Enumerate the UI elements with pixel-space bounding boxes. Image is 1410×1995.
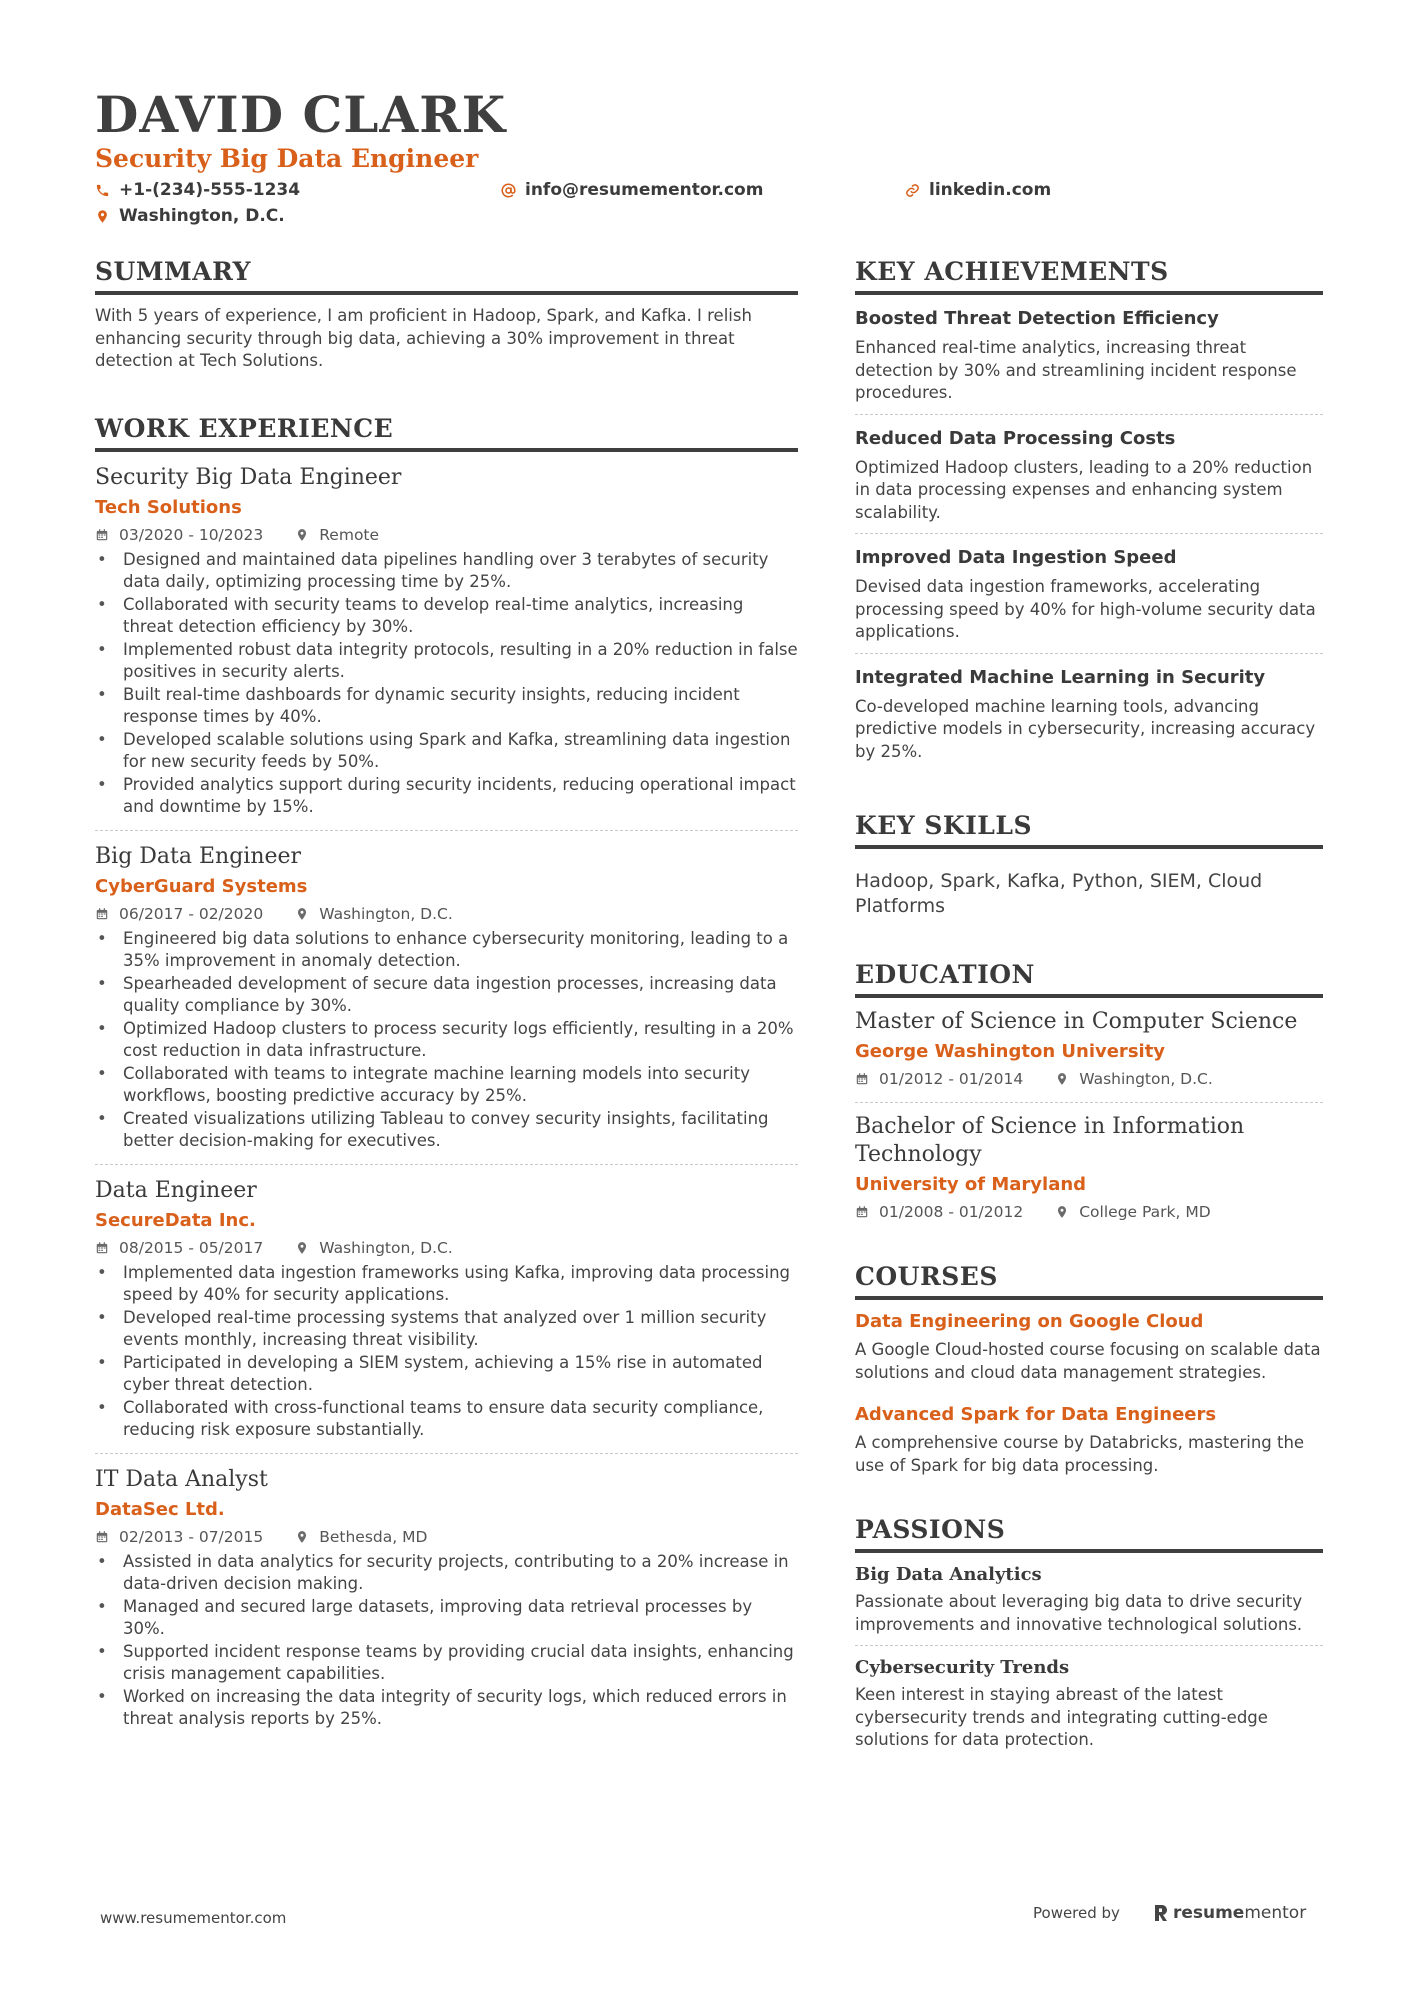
- brand-bold: resume: [1172, 1903, 1245, 1923]
- location-pin-icon: [1055, 1072, 1069, 1086]
- work-experience-heading: WORK EXPERIENCE: [95, 413, 798, 452]
- bullet-item: • Implemented data ingestion frameworks using Kafka, improving data processing speed by 40% for security applications.: [95, 1262, 798, 1307]
- bullet-item: • Collaborated with cross-functional teams to ensure data security compliance, reducing risk exposure substantially.: [95, 1397, 798, 1442]
- key-achievements-heading: KEY ACHIEVEMENTS: [855, 256, 1323, 295]
- bullet-item: • Developed scalable solutions using Spark and Kafka, streamlining data ingestion for new security feeds by 50%.: [95, 729, 798, 774]
- achievement-item: [855, 533, 1323, 653]
- education-location: [1055, 1068, 1213, 1090]
- bullet-item: • Spearheaded development of secure data ingestion processes, increasing data quality compliance by 30%.: [95, 973, 798, 1018]
- education-dates: 01/2012 - 01/2014: [879, 1070, 1024, 1088]
- summary-heading: SUMMARY: [95, 256, 798, 295]
- job-bullets: [95, 549, 798, 819]
- work-experience-section: [95, 413, 798, 1731]
- calendar-icon: [855, 1205, 869, 1219]
- course-text: A Google Cloud-hosted course focusing on scalable data solutions and cloud data management strategies.: [855, 1340, 1321, 1382]
- job-bullets: [95, 1551, 798, 1731]
- job-entry: [95, 830, 798, 1153]
- key-skills-section: [855, 810, 1323, 919]
- achievement-text: Enhanced real-time analytics, increasing threat detection by 30% and streamlining incident response procedures.: [855, 338, 1297, 402]
- key-achievements-section: [855, 256, 1323, 772]
- achievement-item: [855, 414, 1323, 534]
- job-meta: [95, 1237, 798, 1259]
- bullet-item: • Participated in developing a SIEM system, achieving a 15% rise in automated cyber threat detection.: [95, 1352, 798, 1397]
- bullet-item: • Developed real-time processing systems that analyzed over 1 million security events monthly, increasing threat visibility.: [95, 1307, 798, 1352]
- job-title: Data Engineer: [95, 1177, 257, 1203]
- education-heading: EDUCATION: [855, 959, 1323, 998]
- brand-logo[interactable]: [1152, 1903, 1306, 1923]
- candidate-name: DAVID CLARK: [95, 85, 507, 144]
- achievement-title: Integrated Machine Learning in Security: [855, 666, 1266, 688]
- phone-icon: [95, 183, 110, 198]
- location-pin-icon: [295, 907, 309, 921]
- achievement-item: [855, 295, 1323, 414]
- calendar-icon: [95, 528, 109, 542]
- bullet-item: • Optimized Hadoop clusters to process security logs efficiently, resulting in a 20% cost reduction in data infrastructure.: [95, 1018, 798, 1063]
- calendar-icon: [95, 1241, 109, 1255]
- contact-phone[interactable]: [95, 180, 300, 200]
- school-name: University of Maryland: [855, 1174, 1087, 1195]
- job-location: [295, 1237, 453, 1259]
- brand-light: mentor: [1244, 1903, 1307, 1923]
- bullet-item: • Supported incident response teams by providing crucial data insights, enhancing crisis management capabilities.: [95, 1641, 798, 1686]
- job-location-text: Bethesda, MD: [319, 1527, 428, 1546]
- location-pin-icon: [295, 528, 309, 542]
- footer-powered: [1033, 1903, 1306, 1923]
- job-bullets: [95, 1262, 798, 1442]
- passion-title: Cybersecurity Trends: [855, 1657, 1070, 1678]
- contact-linkedin[interactable]: [905, 180, 1051, 200]
- job-dates: 06/2017 - 02/2020: [119, 904, 264, 923]
- job-dates: 08/2015 - 05/2017: [119, 1238, 264, 1257]
- education-meta: [855, 1201, 1323, 1223]
- bullet-item: • Collaborated with teams to integrate machine learning models into security workflows, boosting predictive accuracy by 25%.: [95, 1063, 798, 1108]
- passion-item: [855, 1645, 1323, 1761]
- education-item: [855, 998, 1323, 1102]
- link-icon: [905, 183, 920, 198]
- passions-section: [855, 1514, 1323, 1761]
- achievement-text: Optimized Hadoop clusters, leading to a 20% reduction in data processing expenses and enhancing system scalability.: [855, 457, 1313, 522]
- passion-text: Keen interest in staying abreast of the latest cybersecurity trends and integrating cutting-edge solutions for data protection.: [855, 1685, 1268, 1749]
- at-icon: [501, 183, 516, 198]
- bullet-item: • Engineered big data solutions to enhance cybersecurity monitoring, leading to a 35% improvement in anomaly detection.: [95, 928, 798, 973]
- calendar-icon: [95, 1530, 109, 1544]
- achievement-text: Devised data ingestion frameworks, accelerating processing speed by 40% for high-volume security data applications.: [855, 577, 1316, 641]
- courses-heading: COURSES: [855, 1261, 1323, 1300]
- company-name: DataSec Ltd.: [95, 1498, 225, 1520]
- bullet-item: • Assisted in data analytics for security projects, contributing to a 20% increase in data-driven decision making.: [95, 1551, 798, 1596]
- footer-website[interactable]: www.resumementor.com: [100, 1909, 287, 1927]
- job-location: [295, 1526, 427, 1548]
- job-meta: [95, 524, 798, 546]
- achievement-title: Boosted Threat Detection Efficiency: [855, 308, 1219, 329]
- location-pin-icon: [1055, 1205, 1069, 1219]
- bullet-item: • Implemented robust data integrity protocols, resulting in a 20% reduction in false positives in security alerts.: [95, 639, 798, 684]
- degree-title: Bachelor of Science in Information Technology: [855, 1114, 1245, 1167]
- contact-location: [95, 206, 285, 226]
- left-column: [95, 256, 798, 1731]
- job-meta: [95, 1526, 798, 1548]
- job-location: [295, 524, 379, 546]
- job-title: IT Data Analyst: [95, 1466, 268, 1492]
- job-location-text: Remote: [319, 525, 380, 544]
- education-meta: [855, 1068, 1323, 1090]
- bullet-item: • Created visualizations utilizing Tableau to convey security insights, facilitating better decision-making for executives.: [95, 1108, 798, 1153]
- passion-text: Passionate about leveraging big data to drive security improvements and innovative technological solutions.: [855, 1592, 1303, 1634]
- education-item: [855, 1102, 1323, 1235]
- job-entry: [95, 1164, 798, 1442]
- bullet-item: • Worked on increasing the data integrity of security logs, which reduced errors in threat analysis reports by 25%.: [95, 1686, 798, 1731]
- job-bullets: [95, 928, 798, 1153]
- skills-text: Hadoop, Spark, Kafka, Python, SIEM, Cloud Platforms: [855, 870, 1263, 917]
- calendar-icon: [855, 1072, 869, 1086]
- degree-title: Master of Science in Computer Science: [855, 1009, 1298, 1034]
- education-section: [855, 959, 1323, 1235]
- location-text: Washington, D.C.: [119, 206, 285, 226]
- company-name: CyberGuard Systems: [95, 875, 308, 897]
- job-dates: 02/2013 - 07/2015: [119, 1527, 264, 1546]
- contact-email[interactable]: [501, 180, 763, 200]
- bullet-item: • Managed and secured large datasets, improving data retrieval processes by 30%.: [95, 1596, 798, 1641]
- course-title: Advanced Spark for Data Engineers: [855, 1404, 1217, 1425]
- location-pin-icon: [295, 1241, 309, 1255]
- course-text: A comprehensive course by Databricks, mastering the use of Spark for big data processing.: [855, 1433, 1305, 1475]
- summary-text: With 5 years of experience, I am proficient in Hadoop, Spark, and Kafka. I relish enhancing security through big data, achieving a 30% improvement in threat detection at Tech Solutions.: [95, 306, 752, 370]
- job-meta: [95, 903, 798, 925]
- achievement-title: Improved Data Ingestion Speed: [855, 547, 1177, 568]
- school-name: George Washington University: [855, 1041, 1166, 1062]
- location-pin-icon: [295, 1530, 309, 1544]
- location-pin-icon: [95, 209, 110, 224]
- course-item: [855, 1300, 1323, 1393]
- job-dates: 03/2020 - 10/2023: [119, 525, 264, 544]
- linkedin-text: linkedin.com: [929, 180, 1052, 200]
- company-name: Tech Solutions: [95, 496, 242, 518]
- calendar-icon: [95, 907, 109, 921]
- phone-text: +1-(234)-555-1234: [119, 180, 301, 200]
- contact-info: [95, 180, 1325, 236]
- passions-heading: PASSIONS: [855, 1514, 1323, 1553]
- resume-header: [95, 86, 1325, 236]
- bullet-item: • Designed and maintained data pipelines handling over 3 terabytes of security data daily, optimizing processing time by 25%.: [95, 549, 798, 594]
- job-entry: [95, 1453, 798, 1731]
- bullet-item: • Built real-time dashboards for dynamic security insights, reducing incident response times by 40%.: [95, 684, 798, 729]
- education-dates: 01/2008 - 01/2012: [879, 1203, 1024, 1221]
- bullet-item: • Provided analytics support during security incidents, reducing operational impact and downtime by 15%.: [95, 774, 798, 819]
- course-item: [855, 1393, 1323, 1486]
- powered-by-text: Powered by: [1033, 1904, 1120, 1922]
- passion-item: [855, 1553, 1323, 1645]
- resumementor-logo-icon: [1152, 1904, 1168, 1922]
- passion-title: Big Data Analytics: [855, 1564, 1042, 1585]
- candidate-title: Security Big Data Engineer: [95, 144, 479, 173]
- job-title: Big Data Engineer: [95, 843, 302, 869]
- course-title: Data Engineering on Google Cloud: [855, 1311, 1204, 1332]
- job-title: Security Big Data Engineer: [95, 464, 402, 490]
- courses-section: [855, 1261, 1323, 1486]
- company-name: SecureData Inc.: [95, 1209, 256, 1231]
- achievement-title: Reduced Data Processing Costs: [855, 427, 1176, 449]
- email-text: info@resumementor.com: [525, 180, 764, 200]
- right-column: [855, 256, 1323, 1761]
- bullet-item: • Collaborated with security teams to develop real-time analytics, increasing threat detection efficiency by 30%.: [95, 594, 798, 639]
- job-location-text: Washington, D.C.: [319, 904, 453, 923]
- achievement-item: [855, 653, 1323, 773]
- job-location-text: Washington, D.C.: [319, 1238, 453, 1257]
- education-location-text: Washington, D.C.: [1079, 1070, 1213, 1088]
- job-entry: [95, 452, 798, 819]
- achievement-text: Co-developed machine learning tools, advancing predictive models in cybersecurity, increasing accuracy by 25%.: [855, 696, 1316, 761]
- education-location-text: College Park, MD: [1079, 1203, 1211, 1221]
- job-location: [295, 903, 453, 925]
- key-skills-heading: KEY SKILLS: [855, 810, 1323, 849]
- summary-section: [95, 256, 798, 373]
- education-location: [1055, 1201, 1210, 1223]
